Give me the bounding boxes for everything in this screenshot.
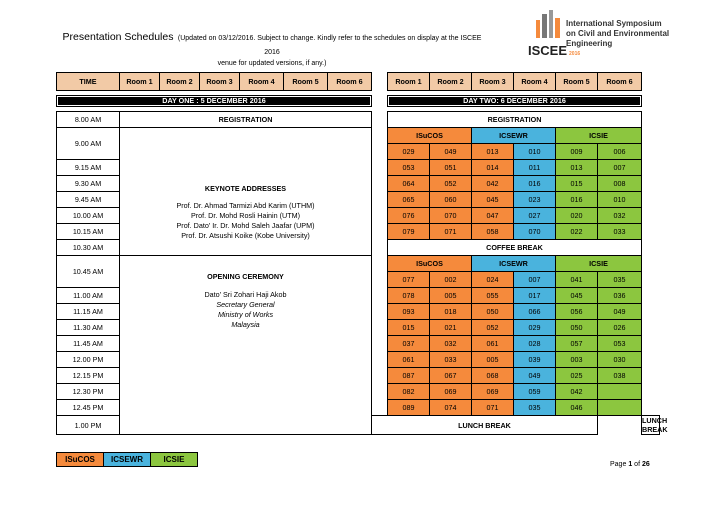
track-icsewr: ICSEWR bbox=[472, 256, 556, 272]
paper-cell: 014 bbox=[472, 160, 514, 176]
paper-cell: 052 bbox=[472, 320, 514, 336]
paper-cell: 047 bbox=[472, 208, 514, 224]
gap bbox=[372, 320, 388, 336]
legend-icsewr: ICSEWR bbox=[104, 453, 151, 467]
time-cell: 11.30 AM bbox=[57, 320, 120, 336]
paper-cell: 068 bbox=[472, 368, 514, 384]
paper-cell: 023 bbox=[514, 192, 556, 208]
paper-cell: 061 bbox=[472, 336, 514, 352]
time-cell: 12.00 PM bbox=[57, 352, 120, 368]
paper-cell: 049 bbox=[598, 304, 642, 320]
paper-cell: 002 bbox=[430, 272, 472, 288]
room-header: Room 6 bbox=[598, 73, 642, 91]
keynote-speaker: Prof. Dr. Atsushi Koike (Kobe University) bbox=[181, 231, 310, 240]
paper-cell: 035 bbox=[598, 272, 642, 288]
room-header: Room 1 bbox=[120, 73, 160, 91]
gap bbox=[598, 416, 642, 435]
gap bbox=[372, 400, 388, 416]
header-row bbox=[57, 73, 660, 91]
gap bbox=[372, 208, 388, 224]
paper-cell: 003 bbox=[556, 352, 598, 368]
page-number bbox=[610, 461, 650, 468]
time-row bbox=[57, 256, 660, 272]
paper-cell: 070 bbox=[514, 224, 556, 240]
gap bbox=[372, 384, 388, 400]
paper-cell: 045 bbox=[472, 192, 514, 208]
day1-lunch: LUNCH BREAK bbox=[372, 416, 598, 435]
paper-cell: 017 bbox=[514, 288, 556, 304]
paper-cell: 032 bbox=[430, 336, 472, 352]
time-cell: 10.30 AM bbox=[57, 240, 120, 256]
paper-cell: 022 bbox=[556, 224, 598, 240]
paper-cell: 057 bbox=[556, 336, 598, 352]
paper-cell: 053 bbox=[388, 160, 430, 176]
paper-cell: 045 bbox=[556, 288, 598, 304]
logo-line: Engineering bbox=[566, 39, 613, 48]
paper-cell: 055 bbox=[472, 288, 514, 304]
day2-lunch: LUNCH BREAK bbox=[642, 416, 668, 434]
paper-cell: 074 bbox=[430, 400, 472, 416]
time-cell: 8.00 AM bbox=[57, 112, 120, 128]
paper-cell: 070 bbox=[430, 208, 472, 224]
day1-registration: REGISTRATION bbox=[120, 112, 372, 128]
logo-mark-text: ISCEE bbox=[528, 43, 568, 58]
time-cell: 12.15 PM bbox=[57, 368, 120, 384]
paper-cell: 071 bbox=[472, 400, 514, 416]
paper-cell: 049 bbox=[514, 368, 556, 384]
gap bbox=[372, 160, 388, 176]
page-total: 26 bbox=[641, 461, 650, 468]
paper-cell: 046 bbox=[556, 400, 598, 416]
paper-cell: 013 bbox=[472, 144, 514, 160]
room-header: Room 2 bbox=[430, 73, 472, 91]
paper-cell: 067 bbox=[430, 368, 472, 384]
paper-cell: 078 bbox=[388, 288, 430, 304]
gap bbox=[372, 352, 388, 368]
paper-cell: 007 bbox=[598, 160, 642, 176]
time-cell: 10.00 AM bbox=[57, 208, 120, 224]
paper-cell: 026 bbox=[598, 320, 642, 336]
room-header: Room 5 bbox=[556, 73, 598, 91]
logo-line: International Symposium bbox=[566, 19, 662, 28]
day-two-banner bbox=[388, 96, 642, 107]
time-cell: 12.30 PM bbox=[57, 384, 120, 400]
paper-cell: 008 bbox=[598, 176, 642, 192]
time-cell: 9.30 AM bbox=[57, 176, 120, 192]
paper-cell: 052 bbox=[430, 176, 472, 192]
logo-year: 2016 bbox=[569, 51, 581, 57]
paper-cell: 035 bbox=[514, 400, 556, 416]
time-cell: 11.45 AM bbox=[57, 336, 120, 352]
paper-cell: 051 bbox=[430, 160, 472, 176]
day-row bbox=[57, 96, 660, 107]
paper-cell: 050 bbox=[472, 304, 514, 320]
keynote-title: KEYNOTE ADDRESSES bbox=[204, 184, 287, 193]
paper-cell: 053 bbox=[598, 336, 642, 352]
time-cell: 11.00 AM bbox=[57, 288, 120, 304]
keynote-speaker: Prof. Dr. Ahmad Tarmizi Abd Karim (UTHM) bbox=[176, 201, 315, 210]
gap bbox=[372, 256, 388, 272]
paper-cell: 005 bbox=[430, 288, 472, 304]
paper-cell: 076 bbox=[388, 208, 430, 224]
track-isucos: ISuCOS bbox=[388, 256, 472, 272]
logo-text bbox=[566, 19, 669, 49]
page-current: 1 bbox=[628, 461, 633, 468]
paper-cell: 082 bbox=[388, 384, 430, 400]
paper-cell: 059 bbox=[514, 384, 556, 400]
opening-role: Secretary General bbox=[216, 300, 275, 309]
room-header: Room 4 bbox=[240, 73, 284, 91]
paper-cell: 009 bbox=[556, 144, 598, 160]
time-header: TIME bbox=[57, 73, 120, 91]
paper-cell: 041 bbox=[556, 272, 598, 288]
paper-cell: 079 bbox=[388, 224, 430, 240]
legend-icsie: ICSIE bbox=[151, 453, 198, 467]
time-cell: 11.15 AM bbox=[57, 304, 120, 320]
update-note-line2: venue for updated versions, if any.) bbox=[217, 60, 327, 67]
gap bbox=[372, 144, 388, 160]
paper-cell: 036 bbox=[598, 288, 642, 304]
gap bbox=[372, 288, 388, 304]
paper-cell: 006 bbox=[598, 144, 642, 160]
paper-cell: 028 bbox=[514, 336, 556, 352]
paper-cell: 042 bbox=[556, 384, 598, 400]
room-header: Room 6 bbox=[328, 73, 372, 91]
coffee-break: COFFEE BREAK bbox=[388, 240, 642, 256]
paper-cell: 037 bbox=[388, 336, 430, 352]
paper-cell: 060 bbox=[430, 192, 472, 208]
paper-cell: 015 bbox=[556, 176, 598, 192]
paper-cell: 029 bbox=[514, 320, 556, 336]
schedule-table bbox=[56, 72, 668, 435]
gap bbox=[372, 192, 388, 208]
gap bbox=[372, 176, 388, 192]
legend-isucos: ISuCOS bbox=[57, 453, 104, 467]
page-title: Presentation Schedules bbox=[62, 31, 174, 43]
room-header: Room 1 bbox=[388, 73, 430, 91]
paper-cell: 007 bbox=[514, 272, 556, 288]
paper-cell: 015 bbox=[388, 320, 430, 336]
day-one-banner bbox=[57, 96, 372, 107]
opening-role: Malaysia bbox=[231, 320, 260, 329]
time-cell: 9.00 AM bbox=[57, 128, 120, 160]
gap bbox=[372, 304, 388, 320]
time-cell: 9.45 AM bbox=[57, 192, 120, 208]
gap bbox=[372, 128, 388, 144]
track-icsie: ICSIE bbox=[556, 256, 642, 272]
paper-cell: 064 bbox=[388, 176, 430, 192]
day2-registration: REGISTRATION bbox=[388, 112, 642, 128]
paper-cell: 093 bbox=[388, 304, 430, 320]
track-icsewr: ICSEWR bbox=[472, 128, 556, 144]
paper-cell: 010 bbox=[598, 192, 642, 208]
logo-line: on Civil and Environmental bbox=[566, 29, 670, 38]
paper-cell: 039 bbox=[514, 352, 556, 368]
paper-cell: 033 bbox=[598, 224, 642, 240]
paper-cell: 018 bbox=[430, 304, 472, 320]
room-header: Room 2 bbox=[160, 73, 200, 91]
time-row bbox=[57, 128, 660, 144]
paper-cell: 087 bbox=[388, 368, 430, 384]
paper-cell: 030 bbox=[598, 352, 642, 368]
update-note: (Updated on 03/12/2016. Subject to change. Kindly refer to the schedules on display at the ISCEE 2016 bbox=[177, 35, 482, 56]
time-cell: 9.15 AM bbox=[57, 160, 120, 176]
gap bbox=[372, 96, 388, 107]
paper-cell: 050 bbox=[556, 320, 598, 336]
gap bbox=[372, 73, 388, 91]
track-icsie: ICSIE bbox=[556, 128, 642, 144]
paper-cell: 069 bbox=[430, 384, 472, 400]
keynote-block bbox=[120, 128, 372, 256]
room-header: Room 4 bbox=[514, 73, 556, 91]
paper-cell: 016 bbox=[514, 176, 556, 192]
paper-cell: 013 bbox=[556, 160, 598, 176]
paper-cell: 005 bbox=[472, 352, 514, 368]
paper-cell: 016 bbox=[556, 192, 598, 208]
paper-cell: 066 bbox=[514, 304, 556, 320]
room-header: Room 3 bbox=[472, 73, 514, 91]
gap bbox=[372, 336, 388, 352]
room-header: Room 5 bbox=[284, 73, 328, 91]
logo-mark bbox=[528, 43, 580, 58]
paper-cell: 033 bbox=[430, 352, 472, 368]
day-two-label: DAY TWO: 6 DECEMBER 2016 bbox=[388, 96, 641, 106]
opening-speaker: Dato' Sri Zohari Haji Akob bbox=[204, 290, 287, 299]
paper-cell: 058 bbox=[472, 224, 514, 240]
paper-cell bbox=[598, 400, 642, 416]
paper-cell: 065 bbox=[388, 192, 430, 208]
track-isucos: ISuCOS bbox=[388, 128, 472, 144]
time-cell: 10.15 AM bbox=[57, 224, 120, 240]
keynote-speaker: Prof. Dr. Mohd Rosli Hainin (UTM) bbox=[190, 211, 301, 220]
page-of: of bbox=[634, 461, 641, 468]
time-cell: 12.45 PM bbox=[57, 400, 120, 416]
paper-cell: 071 bbox=[430, 224, 472, 240]
paper-cell: 024 bbox=[472, 272, 514, 288]
opening-block bbox=[120, 256, 372, 435]
paper-cell: 042 bbox=[472, 176, 514, 192]
gap bbox=[372, 224, 388, 240]
paper-cell: 011 bbox=[514, 160, 556, 176]
paper-cell bbox=[598, 384, 642, 400]
gap bbox=[372, 112, 388, 128]
paper-cell: 077 bbox=[388, 272, 430, 288]
paper-cell: 049 bbox=[430, 144, 472, 160]
paper-cell: 029 bbox=[388, 144, 430, 160]
time-cell: 1.00 PM bbox=[57, 416, 120, 435]
gap bbox=[372, 272, 388, 288]
day-one-label: DAY ONE : 5 DECEMBER 2016 bbox=[57, 96, 371, 106]
keynote-speaker: Prof. Dato' Ir. Dr. Mohd Saleh Jaafar (UPM) bbox=[176, 221, 315, 230]
paper-cell: 025 bbox=[556, 368, 598, 384]
paper-cell: 032 bbox=[598, 208, 642, 224]
track-legend bbox=[56, 452, 198, 467]
time-row bbox=[57, 112, 660, 128]
paper-cell: 020 bbox=[556, 208, 598, 224]
opening-role: Ministry of Works bbox=[217, 310, 274, 319]
page-prefix: Page bbox=[610, 461, 627, 468]
paper-cell: 021 bbox=[430, 320, 472, 336]
paper-cell: 056 bbox=[556, 304, 598, 320]
paper-cell: 027 bbox=[514, 208, 556, 224]
document-header bbox=[62, 30, 482, 69]
gap bbox=[372, 368, 388, 384]
time-cell: 10.45 AM bbox=[57, 256, 120, 288]
paper-cell: 010 bbox=[514, 144, 556, 160]
paper-cell: 069 bbox=[472, 384, 514, 400]
gap bbox=[372, 240, 388, 256]
paper-cell: 038 bbox=[598, 368, 642, 384]
opening-title: OPENING CEREMONY bbox=[207, 272, 284, 281]
paper-cell: 089 bbox=[388, 400, 430, 416]
paper-cell: 061 bbox=[388, 352, 430, 368]
room-header: Room 3 bbox=[200, 73, 240, 91]
